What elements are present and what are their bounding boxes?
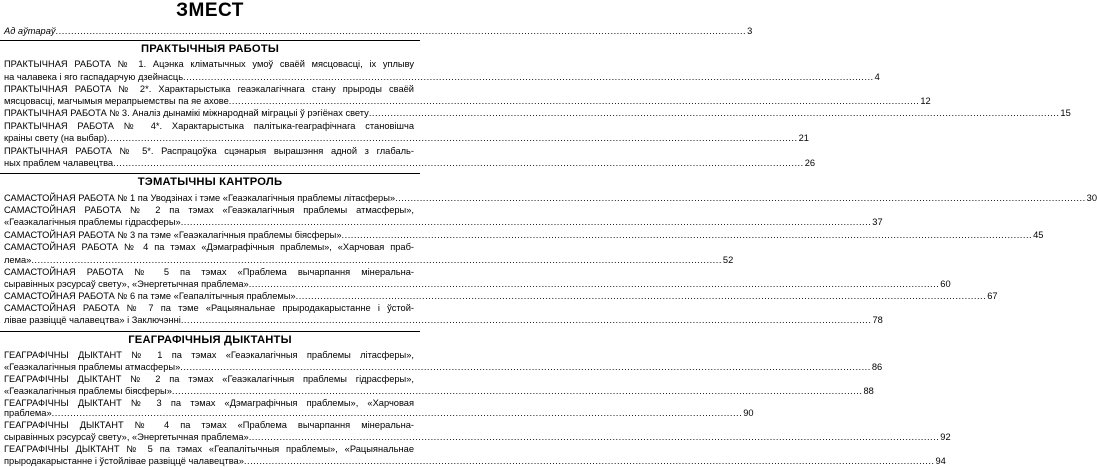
toc-entry[interactable] [4, 108, 1071, 119]
toc-entry[interactable] [4, 362, 883, 373]
toc-entry-page: 3 [747, 26, 753, 36]
toc-entry-page: 94 [935, 456, 946, 466]
toc-entry-text: лівае развіццё чалавецтва» і Заключэнні [4, 315, 181, 325]
toc-entry-text: лема» [4, 255, 32, 265]
toc-entry[interactable] [4, 315, 883, 326]
toc-entry-page: 12 [920, 96, 931, 106]
toc-entry-page: 4 [874, 72, 880, 82]
toc-entry-page: 92 [940, 432, 951, 442]
toc-entry-intro[interactable] [4, 26, 753, 37]
toc-entry-text: ПРАКТЫЧНАЯ РАБОТА № 5*. Распрацоўка сцэнарыя вырашэння адной з глабаль- [4, 146, 414, 156]
toc-entry-text: краіны свету (на выбар) [4, 133, 107, 143]
toc-entry-text: САМАСТОЙНАЯ РАБОТА № 4 па тэмах «Дэмаграфічныя праблемы», «Харчовая праб- [4, 242, 414, 252]
section-divider [0, 40, 420, 41]
toc-entry-text: САМАСТОЙНАЯ РАБОТА № 5 па тэмах «Праблема вычарпання мінеральна- [4, 267, 414, 277]
toc-entry-text: САМАСТОЙНАЯ РАБОТА № 6 па тэме «Геапалітычныя праблемы» [4, 291, 296, 301]
toc-entry-page: 78 [872, 315, 883, 325]
toc-entry-page: 67 [987, 291, 998, 301]
toc-entry-text: «Геаэкалагічныя праблемы атмасферы» [4, 362, 181, 372]
toc-entry-text: ПРАКТЫЧНАЯ РАБОТА № 4*. Характарыстыка палітыка-геаграфічнага становішча [4, 121, 414, 131]
toc-entry-page: 21 [798, 133, 809, 143]
toc-entry-text: мясцовасці, магчымыя мерапрыемствы па яе ахове [4, 96, 229, 106]
toc-entry-text: «Геаэкалагічныя праблемы біясферы» [4, 386, 172, 396]
toc-entry[interactable] [4, 267, 414, 278]
page-title: ЗМЕСТ [176, 0, 244, 21]
toc-entry-text: ГЕАГРАФІЧНЫ ДЫКТАНТ № 4 па тэмах «Праблема вычарпання мінеральна- [4, 420, 414, 430]
toc-entry[interactable] [4, 374, 414, 385]
toc-entry[interactable] [4, 230, 1044, 241]
toc-entry[interactable] [4, 72, 880, 83]
toc-entry[interactable] [4, 291, 998, 302]
toc-entry-text: ПРАКТЫЧНАЯ РАБОТА № 3. Аналіз дынамікі міжнароднай міграцыі ў рэгіёнах свету [4, 108, 369, 118]
toc-entry[interactable] [4, 279, 951, 290]
toc-entry-text: ГЕАГРАФІЧНЫ ДЫКТАНТ № 5 па тэмах «Геапалітычныя праблемы», «Рацыянальнае [4, 444, 414, 454]
toc-entry-text: САМАСТОЙНАЯ РАБОТА № 1 па Уводзінах і тэме «Геаэкалагічныя праблемы літасферы» [4, 193, 396, 203]
toc-entry-text: «Геаэкалагічныя праблемы гідрасферы» [4, 217, 181, 227]
toc-entry[interactable] [4, 350, 414, 361]
toc-entry[interactable] [4, 420, 414, 431]
toc-entry[interactable] [4, 255, 734, 266]
toc-entry-text: САМАСТОЙНАЯ РАБОТА № 2 па тэмах «Геаэкалагічныя праблемы атмасферы», [4, 205, 414, 215]
toc-entry-text: сыравінных рэсурсаў свету», «Энергетычная праблема» [4, 432, 249, 442]
toc-entry[interactable] [4, 242, 414, 253]
section-heading: ТЭМАТЫЧНЫ КАНТРОЛЬ [137, 176, 283, 188]
toc-entry[interactable] [4, 303, 414, 314]
toc-entry-text: ПРАКТЫЧНАЯ РАБОТА № 1. Ацэнка кліматычных умоў сваёй мясцовасці, іх уплыву [4, 59, 414, 69]
toc-entry-page: 26 [804, 158, 816, 168]
toc-entry[interactable] [4, 205, 414, 216]
toc-entry-text: сыравінных рэсурсаў свету», «Энергетычная праблема» [4, 279, 249, 289]
toc-entry-text: ГЕАГРАФІЧНЫ ДЫКТАНТ № 3 па тэмах «Дэмаграфічныя праблемы», «Харчовая [4, 398, 414, 408]
toc-entry-page: 86 [871, 362, 883, 372]
toc-entry[interactable] [4, 133, 809, 144]
toc-entry-text: праблема» [4, 408, 52, 418]
toc-entry[interactable] [4, 84, 414, 95]
toc-entry-text: САМАСТОЙНАЯ РАБОТА № 7 па тэме «Рацыянальнае прыродакарыстанне і ўстой- [4, 303, 414, 313]
toc-entry-text: прыродакарыстанне і ўстойлівае развіццё чалавецтва» [4, 456, 244, 466]
toc-entry-text: ГЕАГРАФІЧНЫ ДЫКТАНТ № 1 па тэмах «Геаэкалагічныя праблемы літасферы», [4, 350, 414, 360]
toc-entry[interactable] [4, 386, 874, 397]
section-divider [0, 173, 420, 174]
toc-entry[interactable] [4, 456, 946, 467]
toc-entry[interactable] [4, 121, 414, 132]
toc-entry-text: ГЕАГРАФІЧНЫ ДЫКТАНТ № 2 па тэмах «Геаэкалагічныя праблемы гідрасферы», [4, 374, 414, 384]
toc-entry-text: ных праблем чалавецтва [4, 158, 114, 168]
toc-entry-page: 37 [872, 217, 883, 227]
toc-entry[interactable] [4, 217, 883, 228]
toc-entry[interactable] [4, 146, 414, 157]
toc-entry-text: ПРАКТЫЧНАЯ РАБОТА № 2*. Характарыстыка геаэкалагічнага стану прыроды сваёй [4, 84, 414, 94]
section-heading: ГЕАГРАФІЧНЫЯ ДЫКТАНТЫ [128, 334, 292, 346]
toc-entry-page: 90 [743, 408, 754, 418]
section-divider [0, 331, 420, 332]
toc-entry[interactable] [4, 432, 951, 443]
toc-entry-page: 60 [940, 279, 951, 289]
section-heading: ПРАКТЫЧНЫЯ РАБОТЫ [140, 43, 280, 55]
toc-entry[interactable] [4, 444, 414, 455]
toc-entry-text: САМАСТОЙНАЯ РАБОТА № 3 па тэме «Геаэкалагічныя праблемы біясферы» [4, 230, 342, 240]
toc-entry-text: Ад аўтараў [4, 26, 56, 36]
toc-entry[interactable] [4, 59, 414, 70]
toc-entry-page: 88 [863, 386, 874, 396]
toc-entry-text: на чалавека і яго гаспадарчую дзейнасць [4, 72, 184, 82]
toc-entry-page: 45 [1033, 230, 1044, 240]
toc-entry[interactable] [4, 193, 1097, 204]
toc-entry[interactable] [4, 408, 754, 419]
toc-entry-page: 30 [1086, 193, 1097, 203]
toc-entry-page: 15 [1060, 108, 1071, 118]
toc-entry-page: 52 [722, 255, 734, 265]
toc-entry[interactable] [4, 96, 931, 107]
toc-entry[interactable] [4, 158, 816, 169]
